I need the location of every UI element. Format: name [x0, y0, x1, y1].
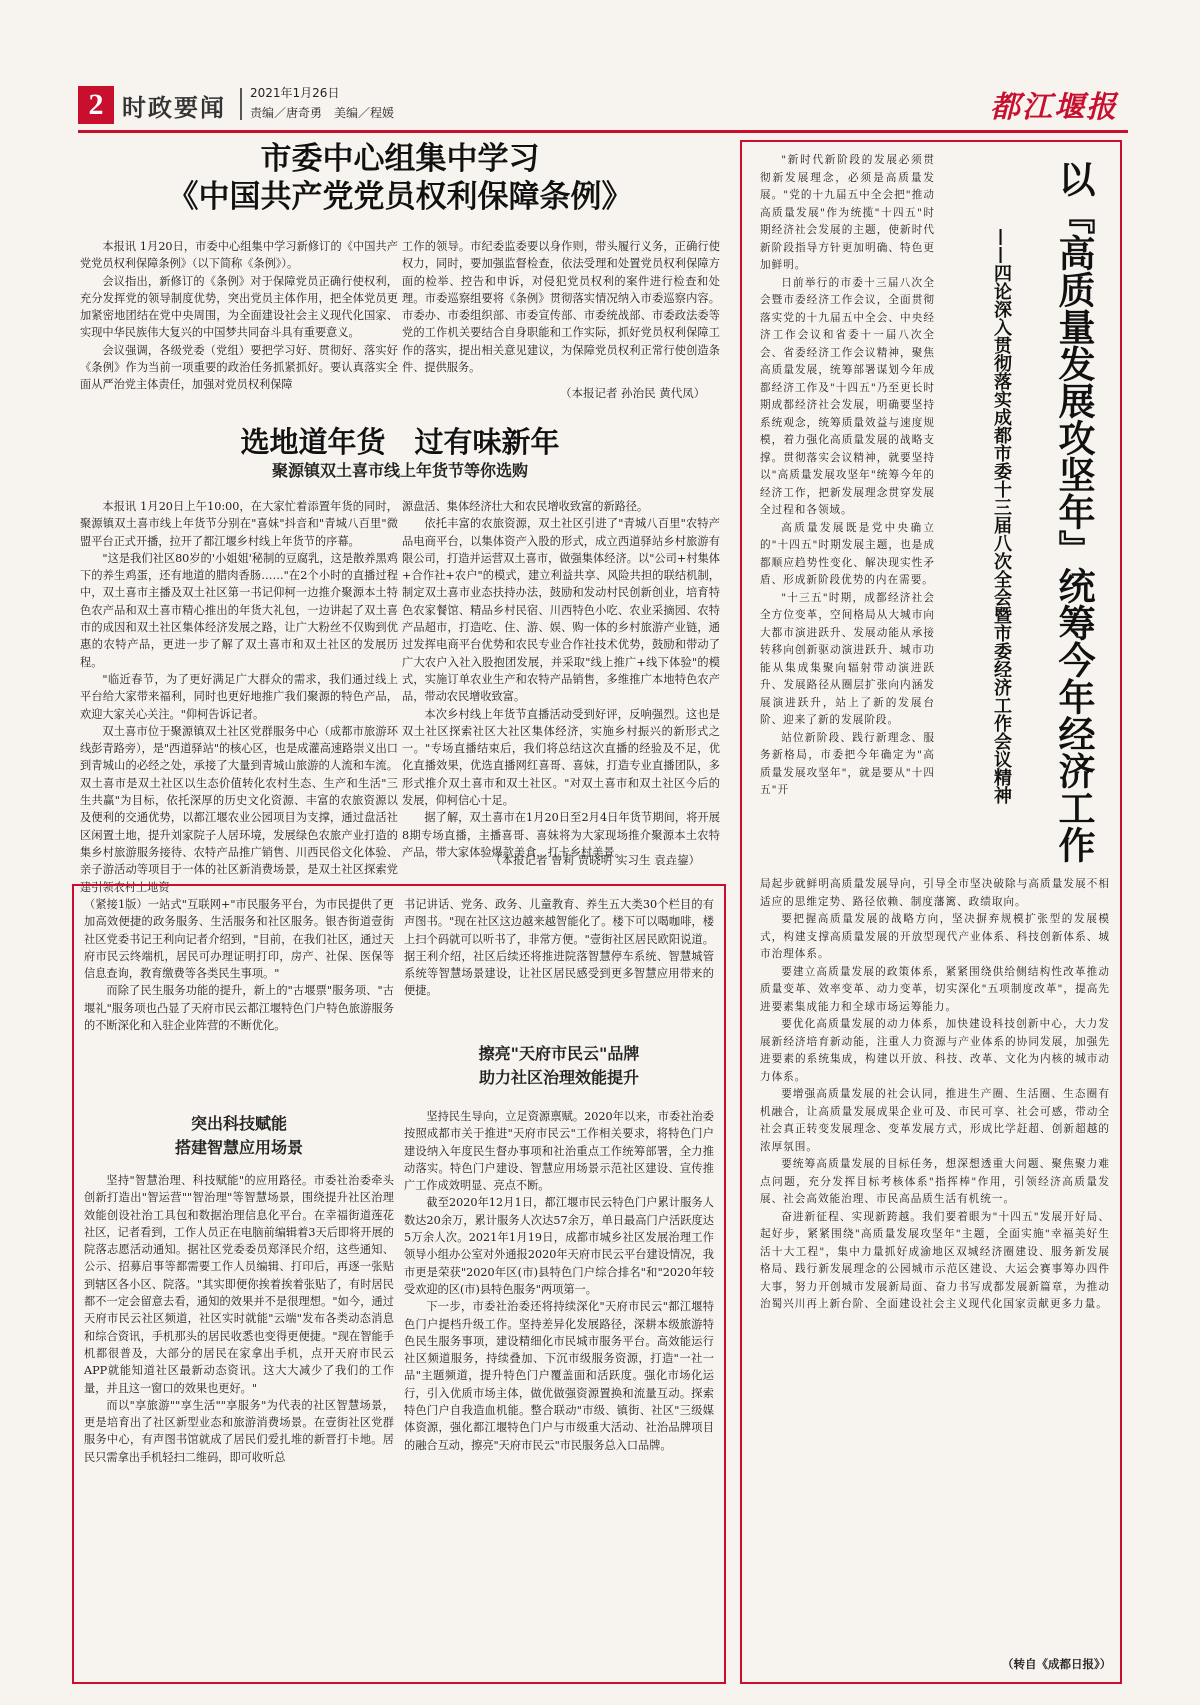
article3-column-2b — [404, 1108, 714, 1672]
editorial-top-column — [760, 152, 935, 872]
paragraph: "十三五"时期，成都经济社会全方位变革，空间格局从大城市向大都市演进跃升、发展动能从承接转移向创新驱动演进跃升、城市功能从集成集聚向辐射带动演进跃升、发展路径从圈层扩张向内涵发展演进跃升，站上了新的发展台阶、迎来了新的发展阶段。 — [760, 591, 935, 726]
paragraph: 而以"享旅游""享生活""享服务"为代表的社区智慧场景，更是培育出了社区新型业态和旅游消费场景。在壹街社区党群服务中心，有声图书馆就成了居民们爱扎堆的新晋打卡地。居民只需拿出手机轻扫二维码，即可收听总 — [84, 1398, 394, 1464]
paragraph: "新时代新阶段的发展必须贯彻新发展理念，必须是高质量发展。"党的十九届五中全会把"推动高质量发展"作为统揽"十四五"时期经济社会发展的主题，使新时代新阶段指导方针更加明确、特色更加鲜明。 — [760, 154, 935, 271]
paragraph: 下一步，市委社治委还将持续深化"天府市民云"都江堰特色门户提档升级工作。坚持差异化发展路径，深耕本级旅游特色民生服务事项，建设精细化市民城市服务平台。高效能运行社区频道服务，持续叠加、下沉市级服务资源，打造"一社一品"主题频道，提升特色门户覆盖面和活跃度。强化市场化运行，引入优质市场主体，做优做强资源置换和流量互动。探索特色门户自我造血机能。整合联动"市级、镇街、社区"三级媒体资源，强化都江堰特色门户与市级重大活动、社治品牌项目的融合互动，擦亮"天府市民云"市民服务总入口品牌。 — [404, 1300, 714, 1452]
paragraph: 坚持民生导向，立足资源禀赋。2020年以来，市委社治委按照成都市关于推进"天府市民云"工作相关要求，将特色门户建设纳入年度民生督办事项和社治重点工作统筹部署，全力推动落实。特色门户建设、智慧应用场景示范社区建设、宣传推广工作成效明显、亮点不断。 — [404, 1110, 714, 1193]
paragraph: 日前举行的市委十三届八次全会暨市委经济工作会议，全面贯彻落实党的十九届五中全会、中央经济工作会议和省委十一届八次全会、省委经济工作会议精神，聚焦高质量发展，统筹部署谋划今年成都经济工作及"十四五"乃至更长时期成都经济社会发展，明确要坚持系统观念，统筹质量效益与速度规模，着力强化高质量发展的战略支撑。贯彻落实会议精神，就要坚持以"高质量发展攻坚年"统筹今年的经济工作，把新发展理念贯穿发展全过程和各领域。 — [760, 276, 935, 516]
paragraph: 会议强调，各级党委（党组）要把学习好、贯彻好、落实好《条例》作为当前一项重要的政治任务抓紧抓好。要认真落实全面从严治党主体责任，加强对党员权利保障 — [80, 343, 398, 392]
paragraph: 本报讯 1月20日，市委中心组集中学习新修订的《中国共产党党员权利保障条例》（以下简称《条例》）。 — [80, 240, 398, 271]
header-rule — [78, 130, 1128, 133]
article2-column-2 — [402, 498, 720, 859]
subhead-line: 搭建智慧应用场景 — [174, 1138, 303, 1157]
header-divider — [240, 88, 242, 120]
paragraph: 坚持"智慧治理、科技赋能"的应用路径。市委社治委牵头创新打造出"智运营""智治理"等智慧场景，围绕提升社区治理效能创设社治工具包和数据治理信息化平台。在幸福街道莲花社区，记者看到，工作人员正在电脑前编辑着3天后即将开展的院落志愿活动通知。据社区党委委员郑泽民介绍，这些通知、公示、招募启事等都需要工作人员编辑、打印后，再逐一张贴到辖区各小区、院落。"其实即便你挨着挨着张贴了，有时居民都不一定会留意去看，通知的效果并不是很理想。"如今，通过天府市民云社区频道，社区实时就能"云端"发布各类动态消息和综合资讯，手机那头的居民收悉也变得更便捷。"现在智能手机都很普及，大部分的居民在家拿出手机，点开天府市民云APP就能知道社区最新动态资讯。这大大减少了我们的工作量，并且这一窗口的效果也更好。" — [84, 1174, 394, 1395]
paragraph: 源盘活、集体经济壮大和农民增收致富的新路径。 — [402, 500, 649, 513]
editorial-bottom-column — [760, 876, 1110, 1654]
page-number: 2 — [78, 86, 114, 124]
page-header — [78, 82, 1128, 128]
article1-title-line2: 《中国共产党党员权利保障条例》 — [167, 179, 633, 215]
paragraph: 双土喜市位于聚源镇双土社区党群服务中心（成都市旅游环线彭青路旁），是"西道驿站"的核心区，也是成灌高速路崇义出口到青城山的必经之处，承接了大量到青城山旅游的人流和车流。双土喜市是双土社区以生态价值转化农村生态、生产和生活"三生共赢"为目标，依托深厚的历史文化资源、丰富的农旅资源以及便利的交通优势，以都江堰农业公园项目为支撑，通过盘活社区闲置土地，提升刘家院子人居环境，发展绿色农旅产业打造的集乡村旅游服务接待、农特产品推广销售、川西民俗文化体验、亲子游活动等项目于一体的社区新消费场景，是双土社区探索党建引领农村土地资 — [80, 724, 398, 894]
paragraph: 要统筹高质量发展的目标任务，想深想透重大问题、聚焦聚力难点问题，充分发挥目标考核体系"指挥棒"作用，引领经济高质量发展、社会高效能治理、市民高品质生活有机统一。 — [760, 1158, 1110, 1205]
subhead-line: 擦亮"天府市民云"品牌 — [478, 1044, 640, 1063]
article1-credit: （本报记者 孙治民 黄代凤） — [560, 386, 706, 400]
paragraph: 要把握高质量发展的战略方向，坚决摒弃规模扩张型的发展模式，构建支撑高质量发展的开放型现代产业体系、科技创新体系、城市治理体系。 — [760, 913, 1110, 960]
article3-column-1a — [84, 896, 394, 1099]
article1-column-1 — [80, 238, 398, 394]
subhead-line: 助力社区治理效能提升 — [478, 1068, 639, 1087]
article1-column-2 — [402, 238, 720, 378]
paragraph: 要建立高质量发展的政策体系，紧紧围绕供给侧结构性改革推动质量变革、效率变革、动力变革，切实深化"五项制度改革"，提高先进要素集成能力和全球市场运筹能力。 — [760, 965, 1110, 1013]
article1-title-line1: 市委中心组集中学习 — [260, 141, 540, 177]
paragraph: 高质量发展既是党中央确立的"十四五"时期发展主题，也是成都顺应趋势性变化、解决现实性矛盾、形成新阶段优势的内在需要。 — [760, 521, 935, 586]
paragraph: 据了解，双土喜市在1月20日至2月4日年货节期间，将开展8期专场直播，主播喜哥、喜妹将为大家现场推介聚源本土农特产品，带大家体验爆款美食，打卡乡村美景。 — [402, 811, 720, 859]
article2-column-1 — [80, 498, 398, 894]
paragraph: 奋进新征程、实现新跨越。我们要着眼为"十四五"发展开好局、起好步，紧紧围绕"高质量发展攻坚年"主题，全面实施"幸福美好生活十大工程"，集中力量抓好成渝地区双城经济圈建设、服务新发展格局、践行新发展理念的公园城市示范区建设、大运会赛事筹办四件大事，努力开创城市发展新局面、奋力书写成都发展新篇章，为推动治蜀兴川再上新台阶、全面建设社会主义现代化国家贡献更多力量。 — [760, 1210, 1110, 1310]
paragraph: 书记讲话、党务、政务、儿童教育、养生五大类30个栏目的有声图书。"现在社区这边越来越智能化了。楼下可以喝咖啡，楼上扫个码就可以听书了，非常方便。"壹街社区居民欧阳说道。据王利介绍，社区后续还将推进院落智慧停车系统、智慧城管系统等智慧场景建设，让社区居民感受到更多智慧应用带来的便捷。 — [404, 898, 714, 998]
paragraph: 本报讯 1月20日上午10:00，在大家忙着添置年货的同时，聚源镇双土喜市线上年货节分别在"喜妹"抖音和"青城八百里"微盟平台正式开播，拉开了都江堰乡村线上年货节的序幕。 — [80, 500, 398, 548]
article2-subtitle: 聚源镇双土喜市线上年货节等你选购 — [271, 461, 528, 480]
article3-column-1b — [84, 1172, 394, 1672]
paragraph: 要优化高质量发展的动力体系，加快建设科技创新中心，大力发展新经济培育新动能，注重人力资源与产业体系的协同发展，加强先进要素的系统集成，构建以开放、科技、改革、文化为内核的城市动力体系。 — [760, 1018, 1110, 1083]
article2-title: 选地道年货 过有味新年 — [240, 425, 560, 459]
paragraph: "这是我们社区80岁的'小姐姐'秘制的豆腐乳，这是散养黑鸡下的养生鸡蛋，还有地道的腊肉香肠……"在2个小时的直播过程中，双土喜市主播及双土社区第一书记仰柯一边推介聚源本土特色农产品和双土喜市精心推出的年货大礼包，一边讲起了双土喜市的成因和双土社区集体经济发展之路，让广大粉丝不仅购到优惠的农特产品，更进一步了解了双土喜市和双土社区的发展历程。 — [80, 551, 398, 669]
paragraph: 站位新阶段、践行新理念、服务新格局，市委把今年确定为"高质量发展攻坚年"，就是要从"十四五"开 — [760, 731, 935, 796]
paragraph: 要增强高质量发展的社会认同，推进生产圈、生活圈、生态圈有机融合，让高质量发展成果企业可及、市民可享、社会可感，带动全社会真正转变发展理念、变革发展方式，形成比学赶超、创新超越的浓厚氛围。 — [760, 1088, 1110, 1153]
paragraph: "临近春节，为了更好满足广大群众的需求，我们通过线上平台给大家带来福利，同时也更好地推广我们聚源的特色产品，欢迎大家关心关注。"仰柯告诉记者。 — [80, 672, 398, 721]
paragraph: 而除了民生服务功能的提升，新上的"古堰票"服务项、"古堰礼"服务项也凸显了天府市民云都江堰特色门户特色旅游服务的不断深化和入驻企业阵营的不断优化。 — [84, 984, 394, 1033]
editor-credits: 责编／唐奇勇 美编／程媛 — [250, 106, 395, 120]
paragraph: 工作的领导。市纪委监委要以身作则，带头履行义务，正确行使权力，同时，要加强监督检查，依法受理和处置党员权利保障方面的检举、控告和申诉，对侵犯党员权利的案件进行检查和处理。市委巡察组要将《条例》贯彻落实情况纳入市委巡察内容。市委办、市委组织部、市委宣传部、市委统战部、市委政法委等党的工作机关要结合自身职能和工作实际，抓好党员权利保障工作的落实，提出相关意见建议，为保障党员权利正常行使创造条件、提供服务。 — [402, 240, 720, 375]
section-title: 时政要闻 — [122, 94, 226, 122]
article2-credit: （本报记者 曾莉 贾晓明 实习生 袁垚鋆） — [490, 853, 701, 867]
article3-column-2a — [404, 896, 714, 1018]
paragraph: （紧接1版）一站式"互联网+"市民服务平台，为市民提供了更加高效便捷的政务服务、生活服务和社区服务。银杏街道壹街社区党委书记王利向记者介绍到，"目前，在我们社区，通过天府市民云终端机，居民可办理证明打印，房产、社保、医保等信息查询，教育缴费等各类民生事项。" — [84, 898, 394, 981]
paragraph: 局起步就鲜明高质量发展导向，引导全市坚决破除与高质量发展不相适应的思维定势、路径依赖、制度藩篱、政绩取向。 — [760, 878, 1110, 908]
newspaper-masthead: 都江堰报 — [990, 90, 1118, 125]
paragraph: 会议指出，新修订的《条例》对于保障党员正确行使权利，充分发挥党的领导制度优势，突出党员主体作用，把全体党员更加紧密地团结在党中央周围，为全面建设社会主义现代化国家、实现中华民族伟大复兴的中国梦共同奋斗具有重要意义。 — [80, 274, 398, 340]
editorial-source: （转自《成都日报》） — [1002, 1657, 1112, 1671]
issue-date: 2021年1月26日 — [250, 86, 340, 100]
paragraph: 截至2020年12月1日，都江堰市民云特色门户累计服务人数达20余万，累计服务人次达57余万，单日最高门户活跃度达5万余人次。2021年1月19日，成都市城乡社区发展治理工作领导小组办公室对外通报2020年天府市民云平台建设情况，我市更是荣获"2020年区(市)县特色门户综合排名"和"2020年较受欢迎的区(市)县特色服务"两项第一。 — [404, 1196, 714, 1296]
article3-subhead-1 — [84, 1112, 394, 1160]
paragraph: 依托丰富的农旅资源，双土社区引进了"青城八百里"农特产品电商平台，以集体资产入股的形式，成立西道驿站乡村旅游有限公司，打造并运营双土喜市，做强集体经济。以"公司+村集体+合作社+农户"的模式，建立利益共享、风险共担的联结机制，制定双土喜市业态扶持办法，鼓励和发动村民创新创业，培育特色农家餐馆、精品乡村民宿、川西特色小吃、农业采摘园、农特产品超市，打造吃、住、游、娱、购一体的乡村旅游产业链，通过发挥电商平台优势和农民专业合作社技术优势，鼓励和带动了广大农户入社入股抱团发展，并采取"线上推广+线下体验"的模式，实施订单农业生产和农特产品销售，多维推广本地特色农产品，带动农民增收致富。 — [402, 517, 720, 704]
editorial-subtitle: ——四论深入贯彻落实成都市委十三届八次全会暨市委经济工作会议精神 — [991, 228, 1012, 804]
paragraph: 本次乡村线上年货节直播活动受到好评，反响强烈。这也是双土社区探索社区大社区集体经济，实施乡村振兴的新形式之一。"专场直播结束后，我们将总结这次直播的经验及不足，优化直播效果，优选直播网红喜哥、喜妹，打造专业直播团队，多形式推介双土喜市和双土社区。"对双土喜市和双土社区今后的发展，仰柯信心十足。 — [402, 707, 720, 808]
article3-subhead-2 — [404, 1042, 714, 1090]
subhead-line: 突出科技赋能 — [190, 1114, 287, 1133]
editorial-title: 以『高质量发展攻坚年』统筹今年经济工作 — [1052, 160, 1096, 863]
article1-title — [80, 140, 720, 216]
